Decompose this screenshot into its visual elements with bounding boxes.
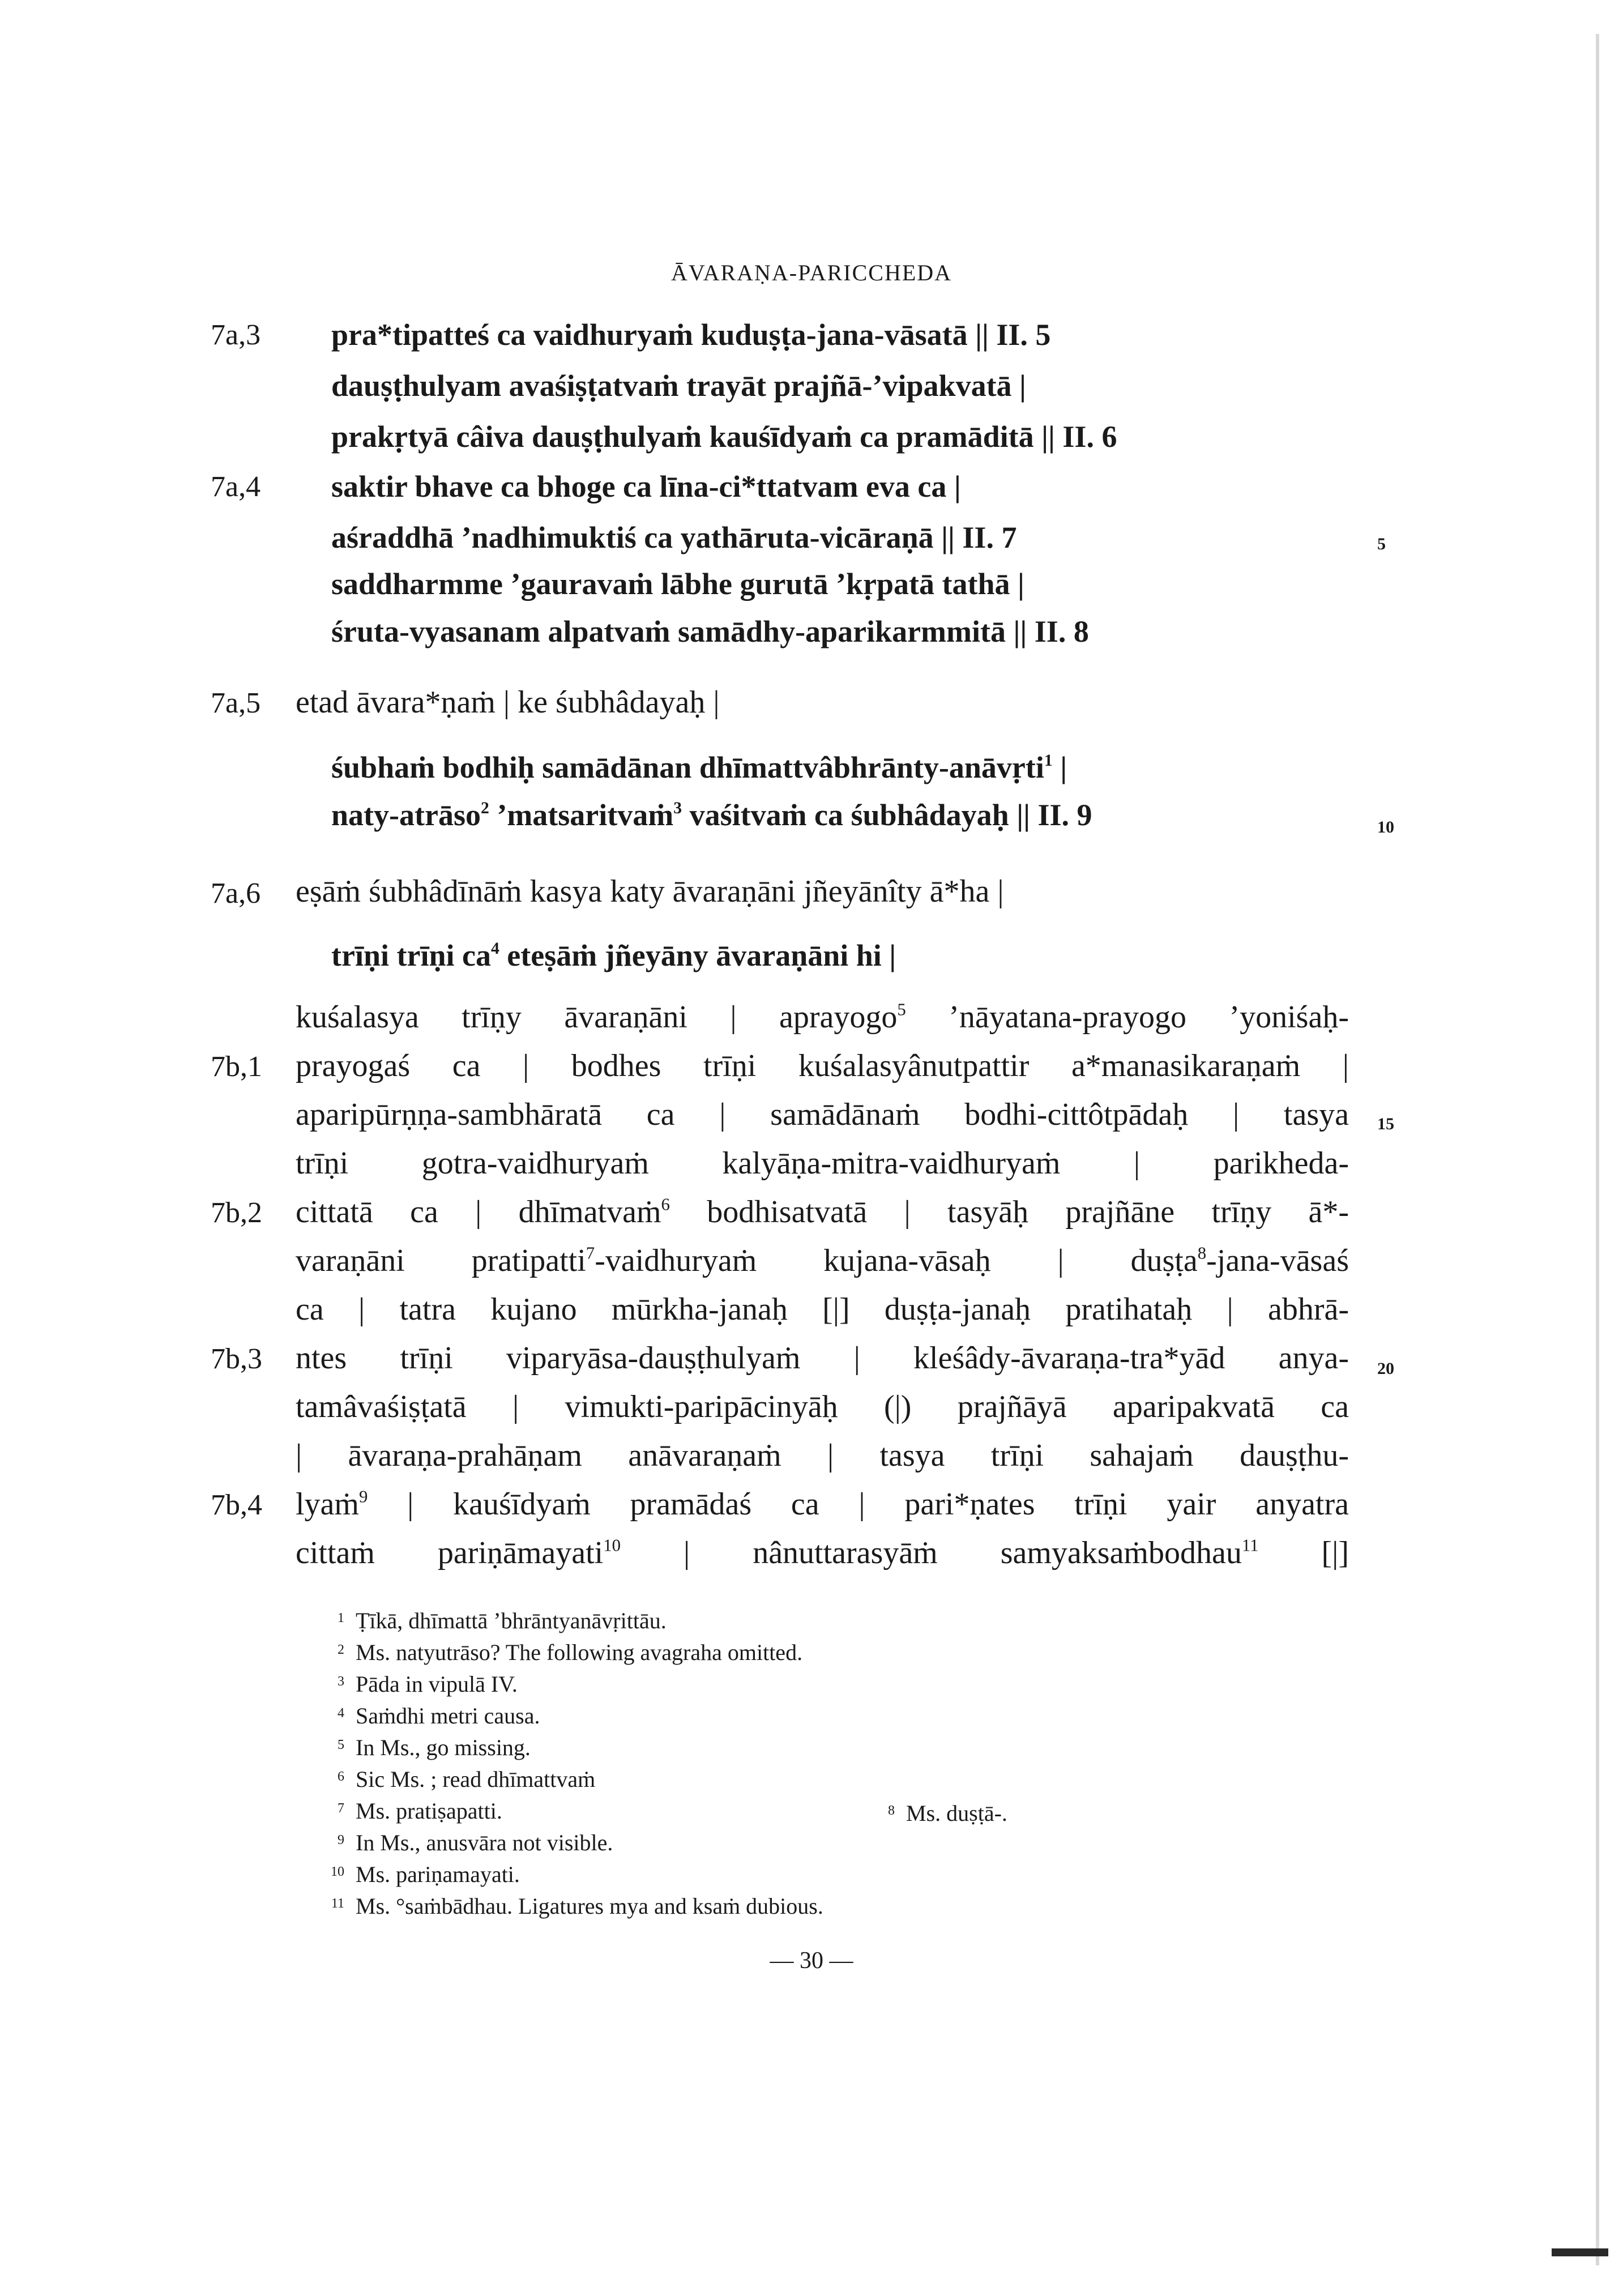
prose-line: ca | tatra kujano mūrkha-janaḥ [|] duṣṭa-janaḥ pratihataḥ | abhrā- [296, 1292, 1349, 1327]
footnote-number: 11 [331, 1896, 344, 1911]
verse-line: śubhaṁ bodhiḥ samādānan dhīmattvâbhrānty-anāvṛti$^1$ | [331, 750, 1067, 784]
verse-line: dauṣṭhulyam avaśiṣṭatvaṁ trayāt prajñā-’vipakvatā | [331, 369, 1026, 403]
folio-ref: 7b,4 [211, 1489, 262, 1521]
folio-ref: 7b,2 [211, 1197, 262, 1229]
prose-line: kuśalasya trīṇy āvaraṇāni | aprayogo$^5$ ’nāyatana-prayogo ’yoniśaḥ- [296, 1000, 1349, 1035]
footnote: 4 Saṁdhi metri causa. [356, 1702, 540, 1729]
folio-ref: 7b,1 [211, 1051, 262, 1083]
footnote-number: 4 [338, 1706, 344, 1721]
verse-line: naty-atrāso$^2$ ’matsaritvaṁ$^3$ vaśitvaṁ ca śubhâdayaḥ || II. 9 [331, 798, 1092, 832]
prose-line: tamâvaśiṣṭatā | vimukti-paripācinyāḥ (|) prajñāyā aparipakvatā ca [296, 1389, 1349, 1424]
prose-line: lyaṁ$^9$ | kauśīdyaṁ pramādaś ca | pari*ṇates trīṇi yair anyatra [296, 1487, 1349, 1522]
prose-line: prayogaś ca | bodhes trīṇi kuśalasyânutpattir a*manasikaraṇaṁ | [296, 1048, 1349, 1083]
line-number: 10 [1377, 818, 1394, 837]
folio-ref: 7a,5 [211, 687, 261, 719]
line-number: 20 [1377, 1359, 1394, 1378]
folio-ref: 7b,3 [211, 1343, 262, 1375]
folio-ref: 7a,4 [211, 471, 261, 503]
footnote-marker: 10 [603, 1535, 621, 1555]
footnote: 2 Ms. natyutrāso? The following avagraha omitted. [356, 1639, 802, 1666]
prose-line: cittaṁ pariṇāmayati$^{10}$ | nânuttarasyāṁ samyaksaṁbodhau$^{11}$ [|] [296, 1535, 1349, 1571]
prose-line: trīṇi gotra-vaidhuryaṁ kalyāṇa-mitra-vaidhuryaṁ | parikheda- [296, 1146, 1349, 1181]
footnote-marker: 11 [1241, 1535, 1259, 1555]
folio-ref: 7a,6 [211, 877, 261, 910]
page-edge-shadow [1596, 34, 1599, 2265]
line-number: 5 [1377, 535, 1386, 553]
footnote-number: 10 [331, 1864, 344, 1879]
footnote: 8 Ms. duṣṭā-. [906, 1800, 1007, 1826]
footnote: 6 Sic Ms. ; read dhīmattvaṁ [356, 1766, 595, 1793]
footnote: 9 In Ms., anusvāra not visible. [356, 1829, 613, 1856]
page-corner-mark [1552, 2248, 1608, 2256]
line-number: 15 [1377, 1115, 1394, 1133]
footnote: 7 Ms. pratiṣapatti. [356, 1798, 502, 1824]
footnote-number: 3 [338, 1674, 344, 1689]
page-number: — 30 — [770, 1948, 853, 1974]
folio-ref: 7a,3 [211, 319, 261, 351]
footnote-marker: 9 [358, 1487, 368, 1507]
prose-line: etad āvara*ṇaṁ | ke śubhâdayaḥ | [296, 685, 720, 720]
footnote-number: 9 [338, 1833, 344, 1847]
footnote-number: 2 [338, 1642, 344, 1657]
footnote: 1 Ṭīkā, dhīmattā ’bhrāntyanāvṛittāu. [356, 1607, 667, 1634]
footnote: 3 Pāda in vipulā IV. [356, 1671, 518, 1697]
verse-line: trīṇi trīṇi $ca^4$ eteṣāṁ jñeyāny āvaraṇāni hi | [331, 938, 896, 972]
prose-line: cittatā ca | dhīmatvaṁ$^6$ bodhisatvatā | tasyāḥ prajñāne trīṇy ā*- [296, 1194, 1349, 1230]
prose-line: | āvaraṇa-prahāṇam anāvaraṇaṁ | tasya trīṇi sahajaṁ dauṣṭhu- [296, 1438, 1349, 1473]
footnote-marker: 5 [897, 1000, 906, 1019]
footnote: 10 Ms. pariṇamayati. [356, 1861, 520, 1888]
footnote-number: 7 [338, 1801, 344, 1816]
footnote-marker: 6 [661, 1194, 670, 1214]
prose-line: varaṇāni pratipatti$^7$-vaidhuryaṁ kujana-vāsaḥ | duṣṭa$^8$-jana-vāsaś [296, 1243, 1349, 1278]
footnote-number: 5 [338, 1738, 344, 1752]
verse-line: saktir bhave ca bhoge ca līna-ci*ttatvam eva ca | [331, 470, 961, 503]
footnote-marker: 3 [673, 799, 682, 818]
verse-line: aśraddhā ’nadhimuktiś ca yathāruta-vicāraṇā || II. 7 [331, 520, 1017, 554]
footnote-marker: 2 [480, 799, 489, 818]
prose-line: ntes trīṇi viparyāsa-dauṣṭhulyaṁ | kleśâdy-āvaraṇa-tra*yād anya- [296, 1341, 1349, 1376]
running-header: ĀVARAṆA-PARICCHEDA [670, 260, 953, 285]
verse-line: pra*tipatteś ca vaidhuryaṁ kuduṣṭa-jana-vāsatā || II. 5 [331, 318, 1051, 352]
footnote: 5 In Ms., go missing. [356, 1734, 531, 1761]
footnote: 11 Ms. °saṁbādhau. Ligatures mya and ksaṁ dubious. [356, 1893, 823, 1919]
verse-line: prakṛtyā câiva dauṣṭhulyaṁ kauśīdyaṁ ca pramāditā || II. 6 [331, 420, 1117, 454]
verse-line: śruta-vyasanam alpatvaṁ samādhy-aparikarmmitā || II. 8 [331, 614, 1089, 648]
verse-line: saddharmme ’gauravaṁ lābhe gurutā ’kṛpatā tathā | [331, 567, 1024, 601]
footnote-number: 1 [338, 1611, 344, 1625]
footnote-number: 6 [338, 1769, 344, 1784]
prose-line: aparipūrṇṇa-sambhāratā ca | samādānaṁ bodhi-cittôtpādaḥ | tasya [296, 1097, 1349, 1132]
footnote-marker: 4 [490, 940, 499, 958]
footnote-number: 8 [888, 1803, 895, 1818]
footnote-marker: 1 [1044, 752, 1053, 770]
footnote-marker: 7 [586, 1243, 595, 1263]
footnote-marker: 8 [1197, 1243, 1207, 1263]
prose-line: eṣāṁ śubhâdīnāṁ kasya katy āvaraṇāni jñeyānîty ā*ha | [296, 874, 1004, 909]
